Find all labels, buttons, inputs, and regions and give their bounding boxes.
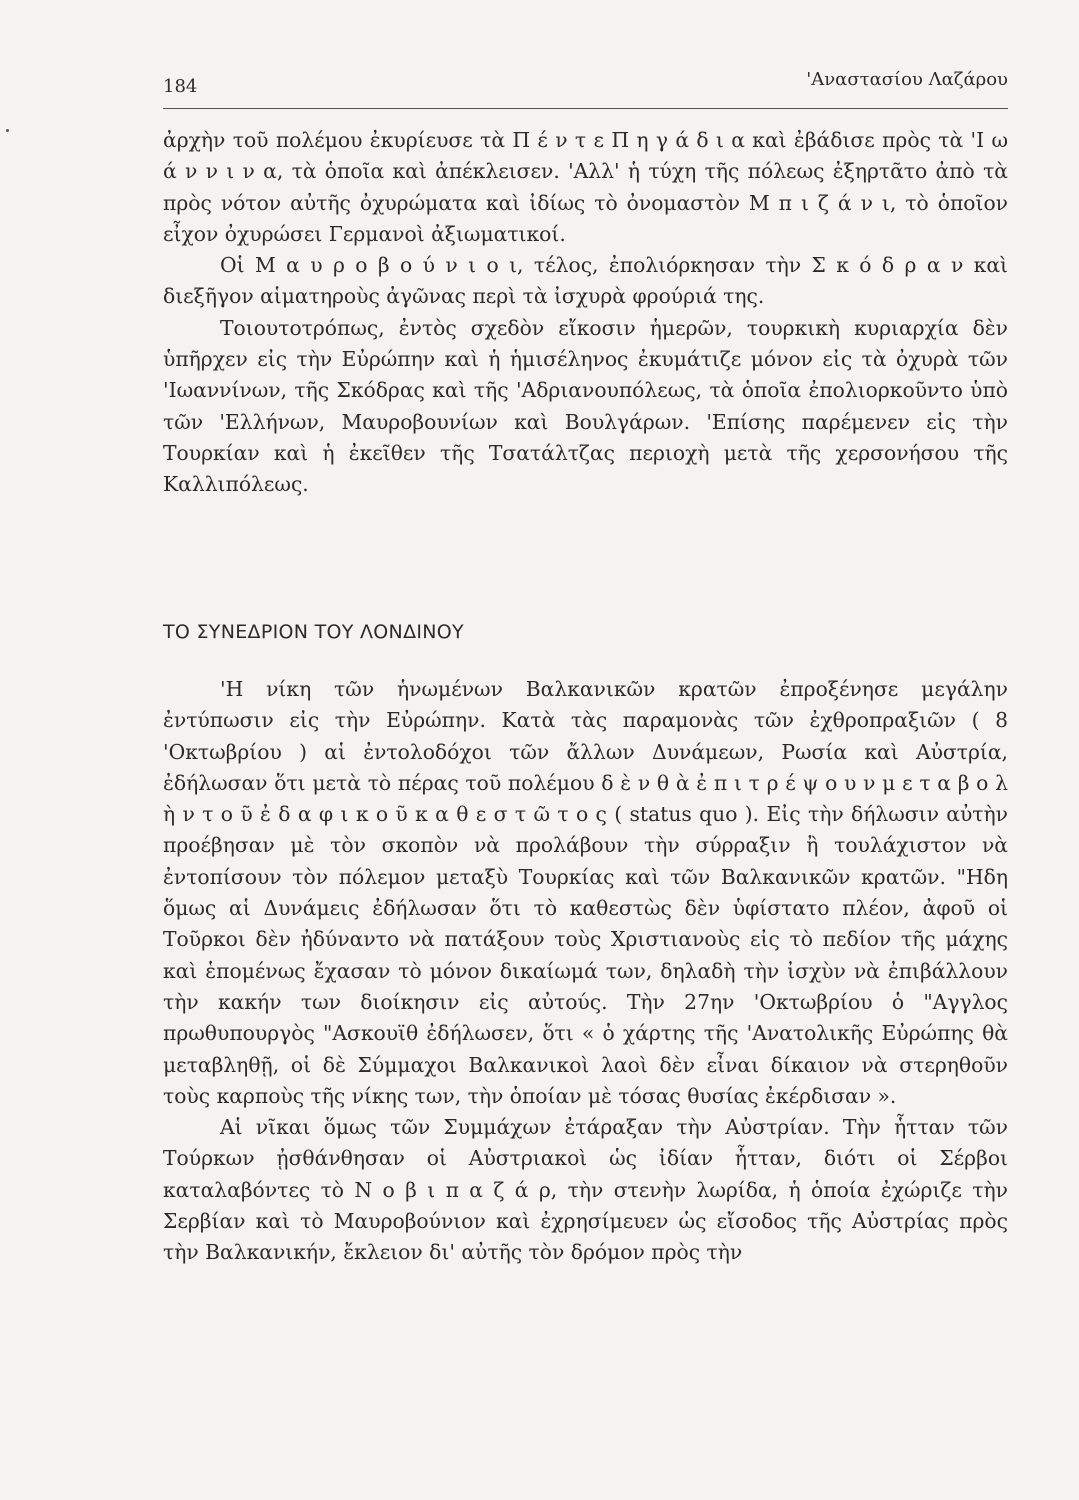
header-rule — [163, 108, 1008, 109]
section-title: ΤΟ ΣΥΝΕΔΡΙΟΝ ΤΟΥ ΛΟΝΔΙΝΟΥ — [163, 621, 464, 643]
text-block-top — [163, 125, 1008, 501]
page-number: 184 — [163, 76, 198, 97]
paragraph: Οἱ Μ α υ ρ ο β ο ύ ν ι ο ι, τέλος, ἐπολιόρκησαν τὴν Σ κ ό δ ρ α ν καὶ διεξῆγον αἱματηροὺς ἀγῶνας περὶ τὰ ἰσχυρὰ φρούριά της. — [163, 253, 1008, 309]
running-head: 'Αναστασίου Λαζάρου — [806, 69, 1008, 90]
paragraph: ἀρχὴν τοῦ πολέμου ἐκυρίευσε τὰ Π έ ν τ ε Π η γ ά δ ι α καὶ ἐβάδισε πρὸς τὰ 'Ι ω ά ν ν ι ν α, τὰ ὁποῖα καὶ ἀπέκλεισεν. 'Αλλ' ἡ τύχη τῆς πόλεως ἐξηρτᾶτο ἀπὸ τὰ πρὸς νότον αὐτῆς ὀχυρώματα καὶ ἰδίως τὸ ὀνομαστὸν Μ π ι ζ ά ν ι, τὸ ὁποῖον εἶχον ὀχυρώσει Γερμανοὶ ἀξιωματικοί. — [163, 128, 1008, 246]
paragraph: 'Η νίκη τῶν ἡνωμένων Βαλκανικῶν κρατῶν ἐπροξένησε μεγάλην ἐντύπωσιν εἰς τὴν Εὐρώπην. Κατὰ τὰς παραμονὰς τῶν ἐχθροπραξιῶν ( 8 'Οκτωβρίου ) αἱ ἐντολοδόχοι τῶν ἄλλων Δυνάμεων, Ρωσία καὶ Αὐστρία, ἐδήλωσαν ὅτι μετὰ τὸ πέρας τοῦ πολέμου δ ὲ ν θ ὰ ἐ π ι τ ρ έ ψ ο υ ν μ ε τ α β ο λ ὴ ν τ ο ῦ ἐ δ α φ ι κ ο ῦ κ α θ ε σ τ ῶ τ ο ς ( status quo ). Εἰς τὴν δήλωσιν αὐτὴν προέβησαν μὲ τὸν σκοπὸν νὰ προλάβουν τὴν σύρραξιν ἢ τουλάχιστον νὰ ἐντοπίσουν τὸν πόλεμον μεταξὺ Τουρκίας καὶ τῶν Βαλκανικῶν κρατῶν. "Ηδη ὅμως αἱ Δυνάμεις ἐδήλωσαν ὅτι τὸ καθεστὼς δὲν ὑφίστατο πλέον, ἀφοῦ οἱ Τοῦρκοι δὲν ἠδύναντο νὰ πατάξουν τοὺς Χριστιανοὺς εἰς τὸ πεδίον τῆς μάχης καὶ ἑπομένως ἔχασαν τὸ μόνον δικαίωμά των, δηλαδὴ τὴν ἰσχὺν νὰ ἐπιβάλλουν τὴν κακήν των διοίκησιν εἰς αὐτούς. Τὴν 27ην 'Οκτωβρίου ὁ "Αγγλος πρωθυπουργὸς "Ασκουϊθ ἐδήλωσεν, ὅτι « ὁ χάρτης τῆς 'Ανατολικῆς Εὐρώπης θὰ μεταβληθῇ, οἱ δὲ Σύμμαχοι Βαλκανικοὶ λαοὶ δὲν εἶναι δίκαιον νὰ στερηθοῦν τοὺς καρποὺς τῆς νίκης των, τὴν ὁποίαν μὲ τόσας θυσίας ἐκέρδισαν ». — [163, 677, 1008, 1108]
paragraph: Αἱ νῖκαι ὅμως τῶν Συμμάχων ἐτάραξαν τὴν Αὐστρίαν. Τὴν ἧτταν τῶν Τούρκων ᾐσθάνθησαν οἱ Αὐστριακοὶ ὡς ἰδίαν ἧτταν, διότι οἱ Σέρβοι καταλαβόντες τὸ Ν ο β ι π α ζ ά ρ, τὴν στενὴν λωρίδα, ἡ ὁποία ἐχώριζε τὴν Σερβίαν καὶ τὸ Μαυροβούνιον καὶ ἐχρησίμευεν ὡς εἴσοδος τῆς Αὐστρίας πρὸς τὴν Βαλκανικήν, ἔκλειον δι' αὐτῆς τὸν δρόμον πρὸς τὴν — [163, 1115, 1008, 1265]
margin-dot — [6, 129, 9, 132]
text-block-bottom — [163, 674, 1008, 1269]
page-header — [163, 66, 1008, 98]
paragraph: Τοιουτοτρόπως, ἐντὸς σχεδὸν εἴκοσιν ἡμερῶν, τουρκικὴ κυριαρχία δὲν ὑπῆρχεν εἰς τὴν Εὐρώπην καὶ ἡ ἡμισέληνος ἐκυμάτιζε μόνον εἰς τὰ ὀχυρὰ τῶν 'Ιωαννίνων, τῆς Σκόδρας καὶ τῆς 'Αδριανουπόλεως, τὰ ὁποῖα ἐπολιορκοῦντο ὑπὸ τῶν 'Ελλήνων, Μαυροβουνίων καὶ Βουλγάρων. 'Επίσης παρέμενεν εἰς τὴν Τουρκίαν καὶ ἡ ἐκεῖθεν τῆς Τσατάλτζας περιοχὴ μετὰ τῆς χερσονήσου τῆς Καλλιπόλεως. — [163, 315, 1008, 497]
